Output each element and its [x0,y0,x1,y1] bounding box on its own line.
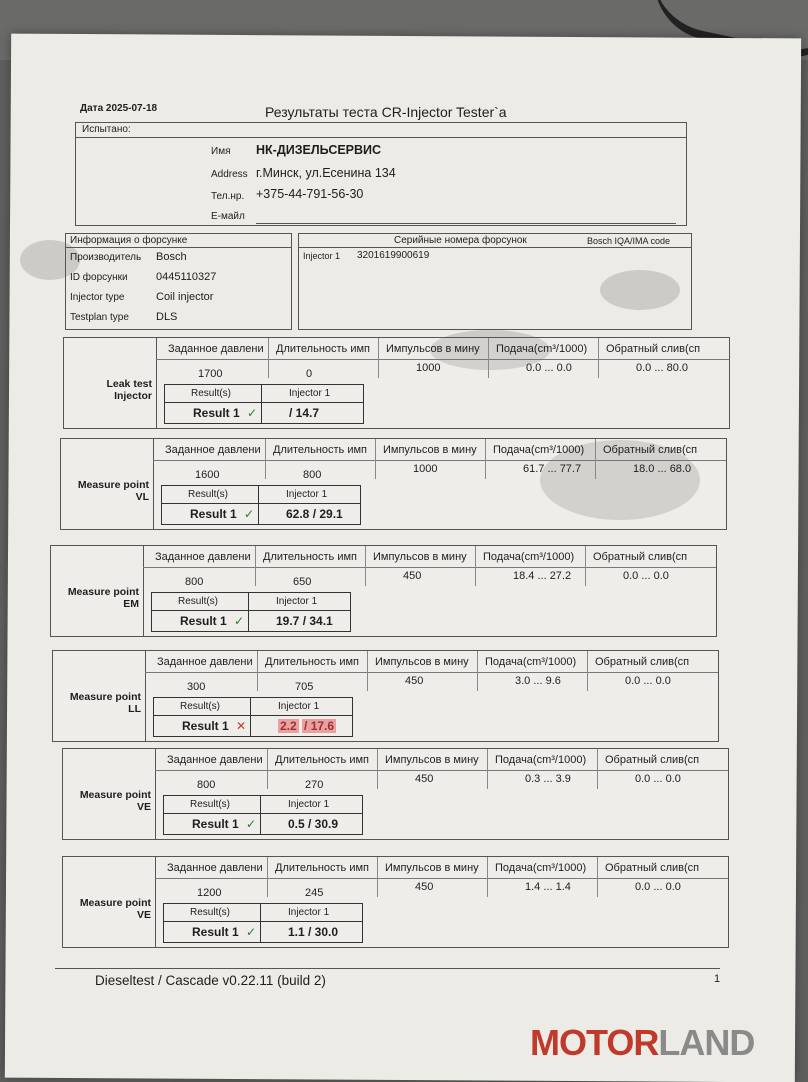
value-delivery: 3.0 ... 9.6 [515,675,561,687]
value-pulses: 1000 [416,362,441,374]
column-header: Подача(cm³/1000) [496,343,588,355]
result-value [286,507,343,521]
watermark-logo: MOTORLAND [530,1022,755,1063]
section-name: Measure point VE [79,789,151,813]
manufacturer-value: Bosch [156,251,187,263]
column-header: Длительность имп [276,343,371,355]
value-return: 0.0 ... 0.0 [635,881,681,893]
serials-box [298,233,692,330]
tested-title: Испытано: [82,124,131,135]
section-name: Measure point VE [79,897,151,921]
serial-number: 3201619900619 [357,250,430,261]
report-title: Результаты теста CR-Injector Tester`a [265,104,507,120]
value-pressure: 1700 [198,368,223,380]
test-section [62,856,729,948]
result-label: Result 1 [192,817,239,831]
column-header: Заданное давлени [168,343,264,355]
value-delivery: 0.3 ... 3.9 [525,773,571,785]
check-icon: ✓ [246,925,257,939]
value-duration: 650 [293,576,312,588]
check-icon: ✓ [234,614,245,628]
column-header: Заданное давлени [155,551,251,563]
testplan-type-value: DLS [156,311,178,323]
address-value: г.Минск, ул.Есенина 134 [256,166,396,180]
column-header: Подача(cm³/1000) [483,551,575,563]
result-header-label: Result(s) [191,388,232,399]
value-return: 0.0 ... 80.0 [636,362,688,374]
result-text: 62.8 / 29.1 [286,507,343,521]
value-delivery: 18.4 ... 27.2 [513,570,572,582]
value-duration: 705 [295,681,314,693]
result-header-injector: Injector 1 [278,701,320,712]
column-header: Длительность имп [263,551,358,563]
column-header: Импульсов в мину [385,862,479,874]
testplan-type-label: Testplan type [70,312,129,323]
value-pulses: 450 [403,570,422,582]
value-pulses: 450 [405,675,424,687]
tested-box [75,122,687,226]
section-name: Measure point EM [67,586,139,610]
company-name: НК-ДИЗЕЛЬСЕРВИС [256,143,382,157]
column-header: Обратный слив(сп [605,754,700,766]
column-header: Импульсов в мину [383,444,477,456]
value-pulses: 450 [415,773,434,785]
software-version: Dieseltest / Cascade v0.22.11 (build 2) [95,973,326,988]
value-duration: 270 [305,779,324,791]
result-header-injector: Injector 1 [276,596,318,607]
injector-info-title: Информация о форсунке [70,235,188,246]
result-text: 1.1 / 30.0 [288,925,339,939]
report-date: Дата 2025-07-18 [80,103,158,114]
result-text: 0.5 / 30.9 [288,817,339,831]
serials-title: Серийные номера форсунок [394,235,527,246]
section-name: Leak test Injector [106,378,152,402]
phone-value: +375-44-791-56-30 [256,187,364,201]
injector-id-value: 0445110327 [156,271,217,283]
result-text: / 17.6 [304,719,335,733]
result-value [289,406,319,420]
column-header: Заданное давлени [157,656,253,668]
column-header: Подача(cm³/1000) [493,444,585,456]
value-pressure: 800 [185,576,204,588]
result-label: Result 1 [192,925,239,939]
result-header-injector: Injector 1 [288,907,330,918]
phone-label: Тел.нр. [211,191,245,202]
value-return: 0.0 ... 0.0 [625,675,671,687]
injector-type-value: Coil injector [156,291,214,303]
column-header: Импульсов в мину [386,343,480,355]
column-header: Длительность имп [273,444,368,456]
column-header: Обратный слив(сп [595,656,690,668]
page-number: 1 [714,973,721,985]
column-header: Обратный слив(сп [605,862,700,874]
result-bad-value: 2.2 [280,719,297,733]
value-duration: 245 [305,887,324,899]
result-text: 19.7 / 34.1 [276,614,333,628]
column-header: Импульсов в мину [373,551,467,563]
result-table [161,485,361,525]
value-pressure: 300 [187,681,206,693]
cross-icon: ✕ [236,719,247,733]
result-label: Result 1 [180,614,227,628]
result-label: Result 1 [182,719,229,733]
result-header-label: Result(s) [188,489,229,500]
result-value [288,817,338,831]
result-header-injector: Injector 1 [288,799,330,810]
column-header: Подача(cm³/1000) [495,862,587,874]
injector-id-label: ID форсунки [70,272,128,283]
result-table [163,903,363,943]
result-header-label: Result(s) [178,596,219,607]
value-duration: 800 [303,469,322,481]
column-header: Обратный слив(сп [606,343,701,355]
section-name: Measure point LL [69,691,141,715]
test-section [50,545,717,637]
value-pulses: 1000 [413,463,438,475]
serial-injector-label: Injector 1 [303,251,341,261]
result-header-label: Result(s) [180,701,221,712]
result-table [151,592,351,632]
iqa-code-title: Bosch IQA/IMA code [587,236,671,246]
injector-type-label: Injector type [70,292,125,303]
value-pressure: 1600 [195,469,220,481]
column-header: Импульсов в мину [375,656,469,668]
result-label: Result 1 [190,507,237,521]
column-header: Длительность имп [275,862,370,874]
value-delivery: 0.0 ... 0.0 [526,362,572,374]
value-return: 18.0 ... 68.0 [633,463,692,475]
column-header: Заданное давлени [165,444,261,456]
result-text: / 14.7 [289,406,320,420]
test-section [60,438,727,530]
result-value [278,719,336,733]
check-icon: ✓ [244,507,255,521]
section-name: Measure point VL [77,479,149,503]
value-duration: 0 [306,368,313,380]
value-return: 0.0 ... 0.0 [623,570,669,582]
column-header: Подача(cm³/1000) [485,656,577,668]
column-header: Импульсов в мину [385,754,479,766]
injector-info-box [65,233,292,330]
footer-divider [55,968,720,969]
result-table [164,384,364,424]
value-return: 0.0 ... 0.0 [635,773,681,785]
result-table [163,795,363,835]
result-header-label: Result(s) [190,799,231,810]
value-delivery: 61.7 ... 77.7 [523,463,582,475]
value-pressure: 800 [197,779,216,791]
test-section [62,748,729,840]
email-label: Е-майл [211,211,245,222]
check-icon: ✓ [247,406,258,420]
result-table [153,697,353,737]
manufacturer-label: Производитель [70,252,142,263]
result-label: Result 1 [193,406,240,420]
column-header: Длительность имп [275,754,370,766]
value-pulses: 450 [415,881,434,893]
check-icon: ✓ [246,817,257,831]
result-value [288,925,338,939]
column-header: Заданное давлени [167,862,263,874]
result-header-injector: Injector 1 [289,388,331,399]
value-delivery: 1.4 ... 1.4 [525,881,571,893]
test-section [52,650,719,742]
column-header: Обратный слив(сп [603,444,698,456]
result-value [276,614,333,628]
column-header: Длительность имп [265,656,360,668]
test-section [63,337,730,429]
result-header-label: Result(s) [190,907,231,918]
name-label: Имя [211,146,231,157]
column-header: Обратный слив(сп [593,551,688,563]
column-header: Подача(cm³/1000) [495,754,587,766]
result-header-injector: Injector 1 [286,489,328,500]
address-label: Address [211,169,248,180]
value-pressure: 1200 [197,887,222,899]
column-header: Заданное давлени [167,754,263,766]
